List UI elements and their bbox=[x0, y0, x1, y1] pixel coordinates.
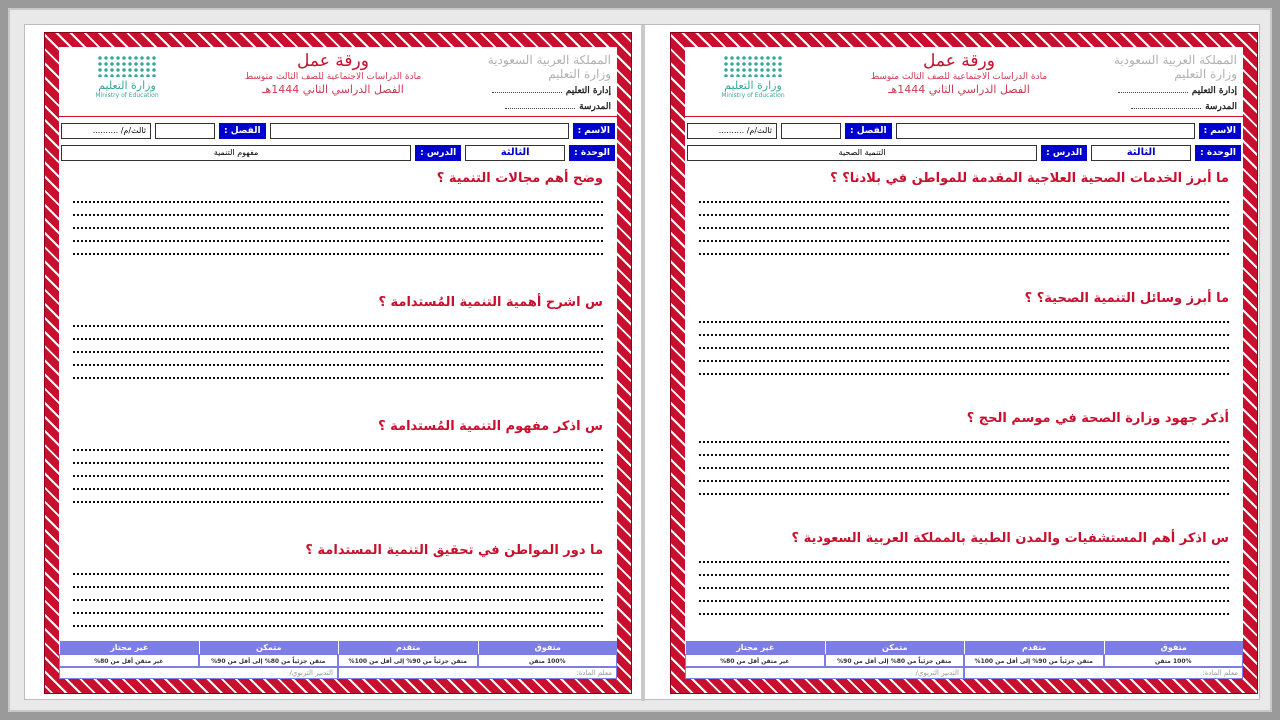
grade-field: ثالث/م/ .......... bbox=[687, 123, 777, 139]
kingdom-block bbox=[461, 53, 611, 113]
ministry-eng: Ministry of Education bbox=[95, 92, 159, 99]
signature-teacher: معلم المادة: bbox=[338, 667, 617, 679]
level-cell: متقدم bbox=[964, 641, 1104, 654]
level-cell: متفوق bbox=[478, 641, 618, 654]
subject-line: مادة الدراسات الاجتماعية للصف الثالث متوسط bbox=[244, 72, 422, 82]
question-text: س اشرح أهمية التنمية المُستدامة ؟ bbox=[378, 295, 603, 310]
level-cell: غير مجتاز bbox=[59, 641, 199, 654]
rubric-criteria bbox=[59, 654, 617, 667]
criteria-cell: 100% متقن bbox=[1104, 654, 1244, 667]
question-block bbox=[685, 291, 1243, 405]
grade-field: ثالث/م/ .......... bbox=[61, 123, 151, 139]
rubric-levels bbox=[685, 641, 1243, 654]
questions-area bbox=[59, 165, 617, 661]
rubric-criteria bbox=[685, 654, 1243, 667]
kingdom-logo-text: المملكة العربية السعودية bbox=[1113, 53, 1237, 67]
rubric-levels bbox=[59, 641, 617, 654]
question-text: ما دور المواطن في تحقيق التنمية المستدامة ؟ bbox=[305, 543, 603, 558]
question-block bbox=[685, 531, 1243, 645]
question-text: أذكر جهود وزارة الصحة في موسم الحج ؟ bbox=[966, 411, 1229, 426]
question-block bbox=[685, 411, 1243, 525]
criteria-cell: متقن جزئياً من 80% إلى أقل من 90% bbox=[199, 654, 339, 667]
criteria-cell: متقن جزئياً من 90% إلى أقل من 100% bbox=[964, 654, 1104, 667]
level-cell: متمكن bbox=[199, 641, 339, 654]
criteria-cell: غير متقن أقل من 80% bbox=[685, 654, 825, 667]
worksheet-title: ورقة عمل bbox=[923, 51, 995, 71]
criteria-cell: غير متقن أقل من 80% bbox=[59, 654, 199, 667]
lesson-label: الدرس : bbox=[1041, 145, 1087, 161]
ministry-logo bbox=[693, 55, 813, 99]
criteria-cell: متقن جزئياً من 80% إلى أقل من 90% bbox=[825, 654, 965, 667]
title-block bbox=[835, 51, 1083, 96]
answer-lines[interactable] bbox=[699, 310, 1229, 375]
page-header bbox=[59, 47, 617, 117]
question-text: ما أبرز الخدمات الصحية العلاجية المقدمة للمواطن في بلادنا؟ ؟ bbox=[830, 171, 1229, 186]
ministry-dots-icon bbox=[97, 55, 157, 77]
rubric-footer bbox=[685, 641, 1243, 679]
signature-row bbox=[685, 667, 1243, 679]
rubric-footer bbox=[59, 641, 617, 679]
answer-lines[interactable] bbox=[73, 190, 603, 255]
worksheet-page-right bbox=[671, 33, 1257, 693]
name-label: الاسم : bbox=[1199, 123, 1241, 139]
subject-line: مادة الدراسات الاجتماعية للصف الثالث متوسط bbox=[870, 72, 1048, 82]
class-label: الفصل : bbox=[845, 123, 892, 139]
school-field: المدرسة bbox=[1087, 101, 1237, 113]
level-cell: متمكن bbox=[825, 641, 965, 654]
kingdom-sub-text: وزارة التعليم bbox=[548, 67, 611, 81]
student-info-row bbox=[685, 120, 1243, 142]
kingdom-sub-text: وزارة التعليم bbox=[1174, 67, 1237, 81]
signature-teacher: معلم المادة: bbox=[964, 667, 1243, 679]
question-text: ما أبرز وسائل التنمية الصحية؟ ؟ bbox=[1024, 291, 1229, 306]
unit-label: الوحدة : bbox=[569, 145, 615, 161]
edu-admin-field: إدارة التعليم bbox=[1087, 85, 1237, 97]
ministry-dots-icon bbox=[723, 55, 783, 77]
unit-value: الثالثة bbox=[465, 145, 565, 161]
question-block bbox=[59, 295, 617, 413]
answer-lines[interactable] bbox=[699, 550, 1229, 615]
ministry-eng: Ministry of Education bbox=[721, 92, 785, 99]
title-block bbox=[209, 51, 457, 96]
worksheet-page-left bbox=[45, 33, 631, 693]
class-field[interactable] bbox=[781, 123, 841, 139]
page-divider bbox=[641, 25, 645, 701]
school-field: المدرسة bbox=[461, 101, 611, 113]
ministry-name: وزارة التعليم bbox=[98, 79, 156, 92]
question-block bbox=[59, 419, 617, 537]
lesson-value: التنمية الصحية bbox=[687, 145, 1037, 161]
lesson-value: مفهوم التنمية bbox=[61, 145, 411, 161]
worksheet-title: ورقة عمل bbox=[297, 51, 369, 71]
signature-supervisor: التدبير التربوي/ bbox=[685, 667, 964, 679]
edu-admin-field: إدارة التعليم bbox=[461, 85, 611, 97]
kingdom-logo-text: المملكة العربية السعودية bbox=[487, 53, 611, 67]
student-info-row bbox=[59, 120, 617, 142]
answer-lines[interactable] bbox=[699, 190, 1229, 255]
signature-row bbox=[59, 667, 617, 679]
term-line: الفصل الدراسي الثاني 1444هـ bbox=[888, 83, 1030, 96]
unit-value: الثالثة bbox=[1091, 145, 1191, 161]
question-block bbox=[59, 171, 617, 289]
name-label: الاسم : bbox=[573, 123, 615, 139]
name-field[interactable] bbox=[270, 123, 569, 139]
question-text: س اذكر مفهوم التنمية المُستدامة ؟ bbox=[378, 419, 603, 434]
signature-supervisor: التدبير التربوي/ bbox=[59, 667, 338, 679]
question-text: وضح أهم مجالات التنمية ؟ bbox=[436, 171, 603, 186]
unit-row bbox=[685, 143, 1243, 163]
class-field[interactable] bbox=[155, 123, 215, 139]
ministry-logo bbox=[67, 55, 187, 99]
page-header bbox=[685, 47, 1243, 117]
unit-row bbox=[59, 143, 617, 163]
question-text: س اذكر أهم المستشفيات والمدن الطبية بالمملكة العربية السعودية ؟ bbox=[791, 531, 1229, 546]
answer-lines[interactable] bbox=[699, 430, 1229, 495]
questions-area bbox=[685, 165, 1243, 645]
criteria-cell: 100% متقن bbox=[478, 654, 618, 667]
kingdom-block bbox=[1087, 53, 1237, 113]
criteria-cell: متقن جزئياً من 90% إلى أقل من 100% bbox=[338, 654, 478, 667]
level-cell: غير مجتاز bbox=[685, 641, 825, 654]
name-field[interactable] bbox=[896, 123, 1195, 139]
ministry-name: وزارة التعليم bbox=[724, 79, 782, 92]
document-canvas bbox=[24, 24, 1260, 700]
question-block bbox=[685, 171, 1243, 285]
answer-lines[interactable] bbox=[73, 314, 603, 379]
answer-lines[interactable] bbox=[73, 438, 603, 503]
lesson-label: الدرس : bbox=[415, 145, 461, 161]
class-label: الفصل : bbox=[219, 123, 266, 139]
level-cell: متفوق bbox=[1104, 641, 1244, 654]
level-cell: متقدم bbox=[338, 641, 478, 654]
answer-lines[interactable] bbox=[73, 562, 603, 627]
viewer-frame bbox=[8, 8, 1272, 712]
term-line: الفصل الدراسي الثاني 1444هـ bbox=[262, 83, 404, 96]
unit-label: الوحدة : bbox=[1195, 145, 1241, 161]
